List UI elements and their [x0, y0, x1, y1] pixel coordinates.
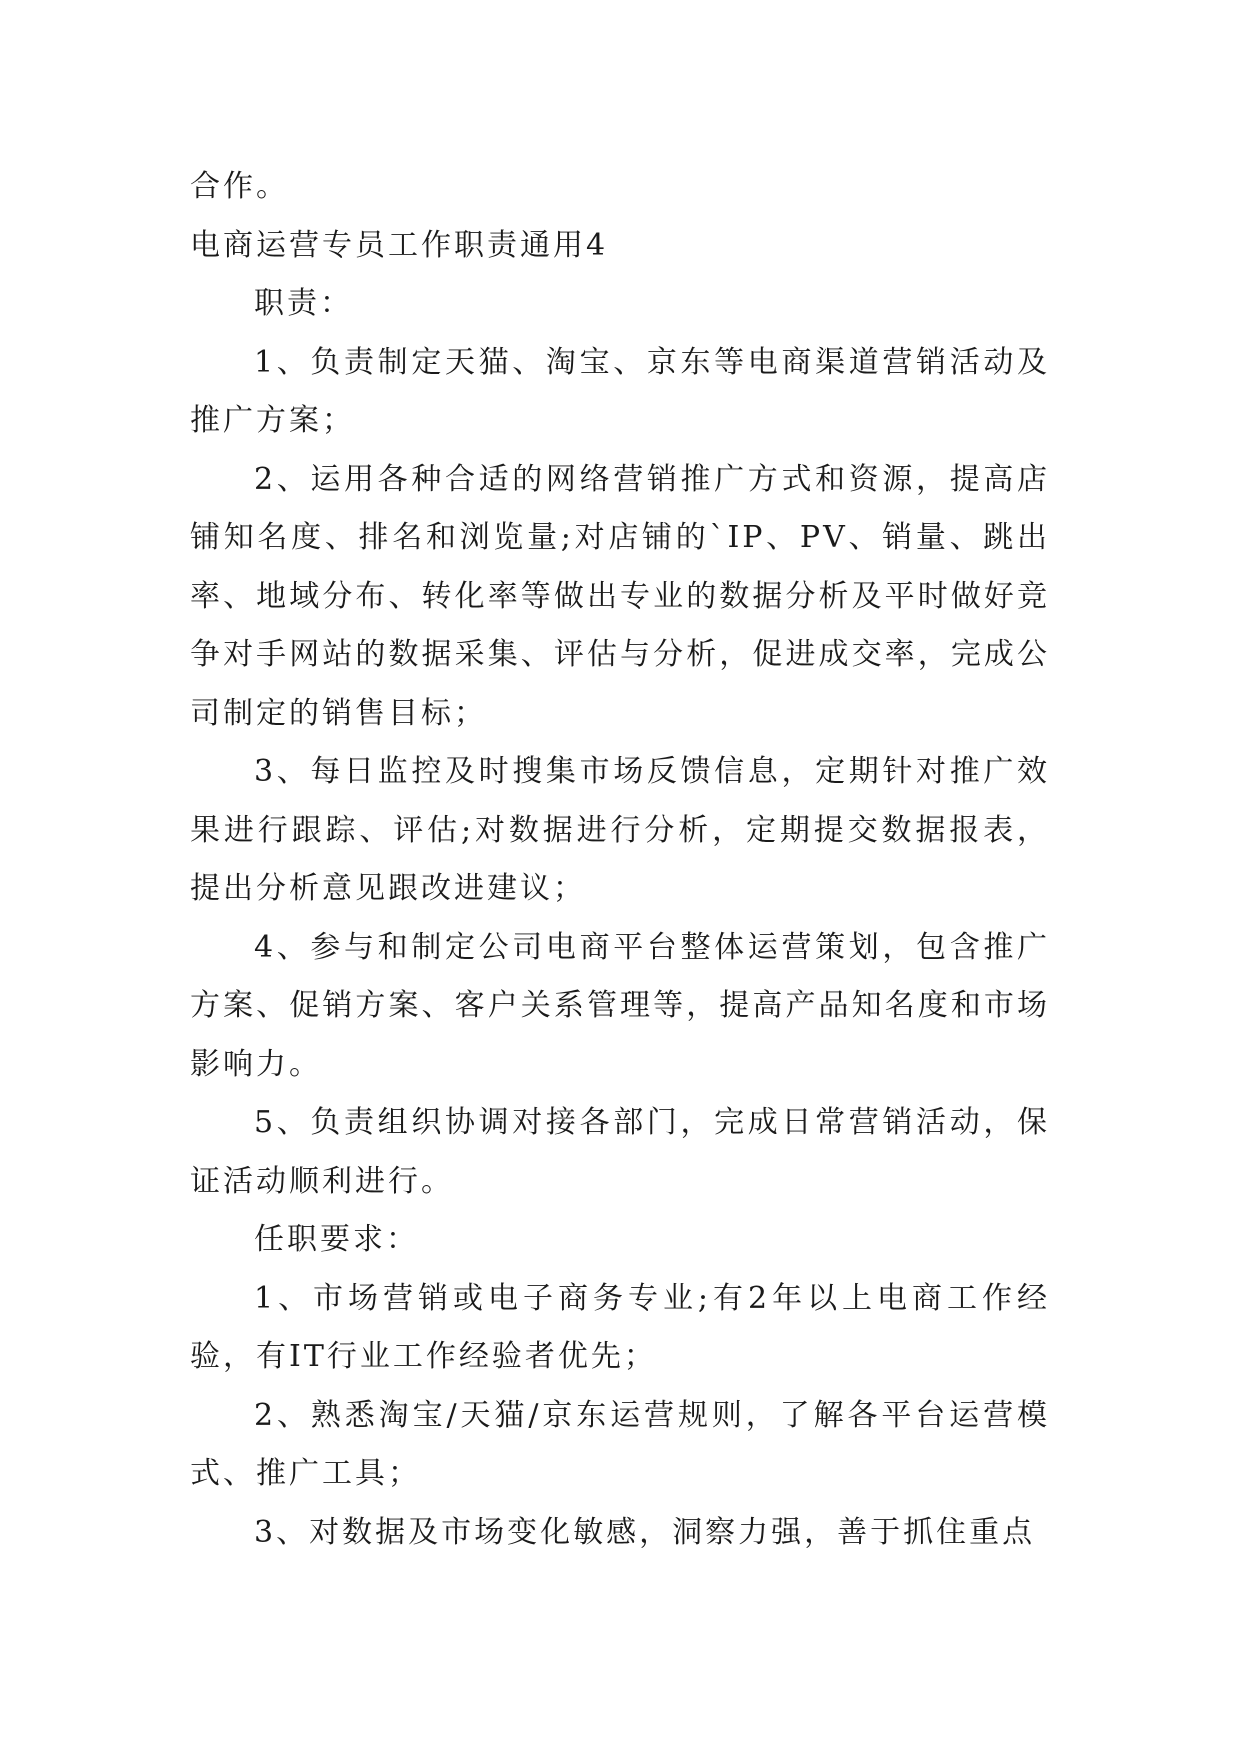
- paragraph-continuation: 合作。: [190, 169, 289, 204]
- duty-item-5: 5、负责组织协调对接各部门，完成日常营销活动，保证活动顺利进行。: [190, 1105, 1050, 1199]
- duty-item-2: 2、运用各种合适的网络营销推广方式和资源，提高店铺知名度、排名和浏览量;对店铺的`IP、PV、销量、跳出率、地域分布、转化率等做出专业的数据分析及平时做好竞争对手网站的数据采集、评估与分析，促进成交率，完成公司制定的销售目标；: [190, 461, 1050, 731]
- requirement-item-3: 3、对数据及市场变化敏感，洞察力强，善于抓住重点: [254, 1514, 1036, 1550]
- duty-item-1: 1、负责制定天猫、淘宝、京东等电商渠道营销活动及推广方案；: [190, 344, 1050, 438]
- section-heading: 电商运营专员工作职责通用4: [190, 227, 609, 263]
- requirement-item-1: 1、市场营销或电子商务专业;有2年以上电商工作经验，有IT行业工作经验者优先；: [190, 1280, 1050, 1374]
- duty-item-3: 3、每日监控及时搜集市场反馈信息，定期针对推广效果进行跟踪、评估;对数据进行分析，定期提交数据报表，提出分析意见跟改进建议；: [190, 754, 1050, 906]
- requirement-item-2: 2、熟悉淘宝/天猫/京东运营规则，了解各平台运营模式、推广工具；: [190, 1397, 1050, 1491]
- duty-item-4: 4、参与和制定公司电商平台整体运营策划，包含推广方案、促销方案、客户关系管理等，提高产品知名度和市场影响力。: [190, 929, 1050, 1082]
- subheading-requirements: 任职要求：: [254, 1222, 419, 1257]
- subheading-duties: 职责：: [254, 286, 353, 321]
- document-body: [190, 158, 1050, 1562]
